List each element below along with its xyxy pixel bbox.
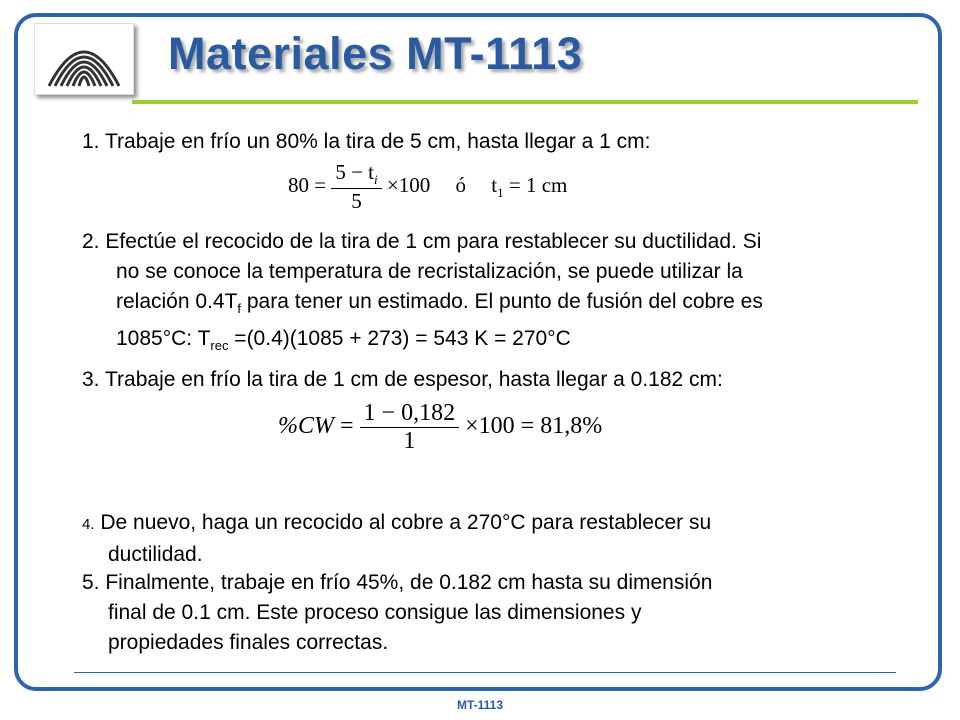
fraction-numerator: 1 − 0,182 (360, 400, 460, 428)
footer-divider (74, 672, 896, 673)
step-text: Trabaje en frío la tira de 1 cm de espesor, hasta llegar a 0.182 cm: (104, 368, 723, 391)
step-line: Finalmente, trabaje en frío 45%, de 0.182 cm hasta su dimensión (105, 571, 713, 594)
step-line: 1085°C: $T_{rec} =(0.4)(1085 + 273) = 543$ K = 270°C (116, 327, 571, 353)
step-line: Efectúe el recocido de la tira de 1 cm para restablecer su ductilidad. Si (105, 230, 762, 253)
step-number: 1. (82, 130, 100, 153)
step-4 (82, 508, 711, 570)
step-line: De nuevo, haga un recocido al cobre a 270°C para restablecer su (100, 511, 712, 534)
step-line: no se conoce la temperatura de recristalización, se puede utilizar la (116, 260, 743, 283)
formula-lhs: 80 (288, 172, 309, 197)
formula-or: ó (455, 172, 466, 197)
title-divider (132, 100, 918, 104)
formula-cold-work (278, 400, 602, 455)
step-1 (82, 127, 650, 157)
formula-multiplier: ×100 (386, 172, 431, 197)
formula-lhs: %CW (278, 413, 334, 440)
formula-rhs: 81,8% (540, 413, 603, 440)
fraction-denominator: 1 (403, 428, 416, 454)
university-logo (34, 23, 134, 95)
step-line: propiedades finales correctas. (108, 631, 389, 654)
formula-fraction (360, 400, 460, 455)
formula-equals-2: = (520, 413, 535, 440)
step-line: final de 0.1 cm. Este proceso consigue las dimensiones y (108, 601, 642, 624)
page-title: Materiales MT-1113 (168, 28, 583, 79)
step-number: 2. (82, 230, 100, 253)
formula-equals: = (340, 413, 354, 440)
formula-equals-2: = (508, 172, 521, 197)
formula-multiplier: ×100 (465, 413, 515, 440)
step-line: relación $0.4T_f$ para tener un estimado. El punto de fusión del cobre es (116, 290, 763, 316)
step-5 (82, 568, 712, 658)
arches-logo-icon (35, 24, 133, 94)
step-number: 5. (82, 571, 100, 594)
formula-rhs: 1 cm (525, 172, 568, 197)
formula-t: $t_1$ (491, 172, 504, 200)
formula-equals: = (314, 172, 327, 197)
step-number: 4. (82, 516, 95, 533)
step-2 (82, 227, 763, 361)
step-3 (82, 365, 723, 395)
step-text: Trabaje en frío un 80% la tira de 5 cm, hasta llegar a 1 cm: (104, 130, 651, 153)
footer-label: MT-1113 (456, 698, 504, 712)
step-number: 3. (82, 368, 100, 391)
fraction-denominator: 5 (351, 189, 362, 213)
formula-reduction (288, 160, 567, 214)
fraction-numerator: $5 - t_i$ (331, 160, 381, 189)
step-line: ductilidad. (108, 543, 203, 566)
formula-fraction (331, 160, 381, 214)
